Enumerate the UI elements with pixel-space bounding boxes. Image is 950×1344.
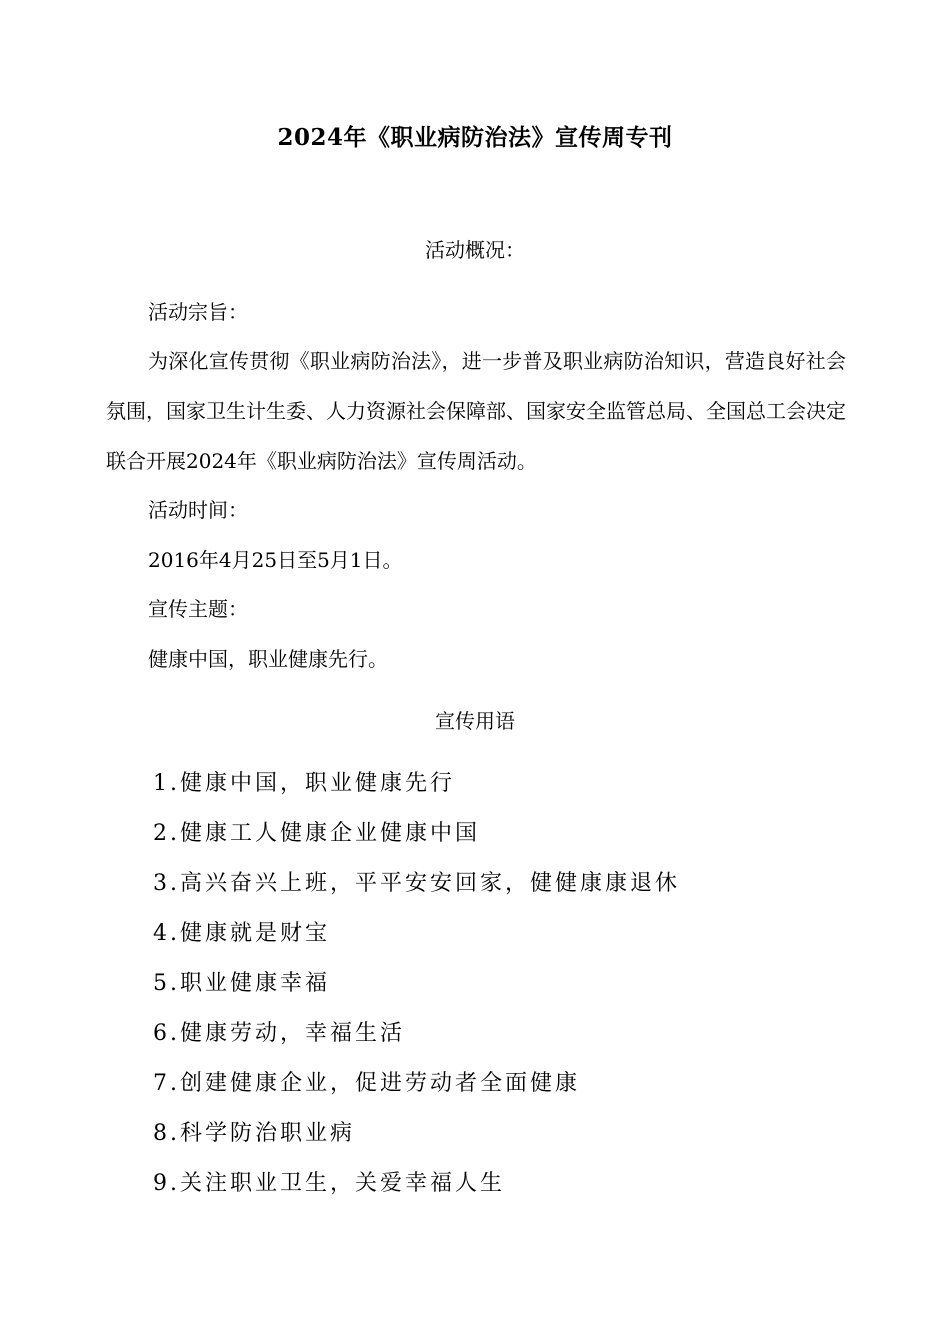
slogans-heading: 宣传用语 — [435, 709, 515, 733]
slogan-item: 5.职业健康幸福 — [153, 971, 330, 996]
slogan-list — [153, 764, 680, 1214]
slogan-item: 7.创建健康企业，促进劳动者全面健康 — [153, 1071, 580, 1096]
slogan-item: 2.健康工人健康企业健康中国 — [153, 821, 480, 846]
time-label: 活动时间： — [148, 498, 248, 522]
slogan-item: 6.健康劳动，幸福生活 — [153, 1021, 405, 1046]
document-title: 2024年《职业病防治法》宣传周专刊 — [277, 124, 673, 151]
theme-label: 宣传主题： — [148, 597, 248, 621]
slogan-item: 1.健康中国，职业健康先行 — [153, 771, 455, 796]
slogan-item: 9.关注职业卫生，关爱幸福人生 — [153, 1171, 505, 1196]
overview-heading: 活动概况： — [425, 238, 525, 262]
theme-text: 健康中国，职业健康先行。 — [148, 647, 388, 671]
purpose-label: 活动宗旨： — [148, 300, 248, 324]
slogan-item: 4.健康就是财宝 — [153, 921, 330, 946]
purpose-paragraph: 为深化宣传贯彻《职业病防治法》，进一步普及职业病防治知识，营造良好社会氛围，国家卫生计生委、人力资源社会保障部、国家安全监管总局、全国总工会决定联合开展2024年《职业病防治法》宣传周活动。 — [106, 349, 846, 473]
slogan-item: 3.高兴奋兴上班，平平安安回家，健健康康退休 — [153, 871, 680, 896]
time-text: 2016年4月25日至5月1日。 — [148, 548, 403, 572]
slogan-item: 8.科学防治职业病 — [153, 1121, 355, 1146]
